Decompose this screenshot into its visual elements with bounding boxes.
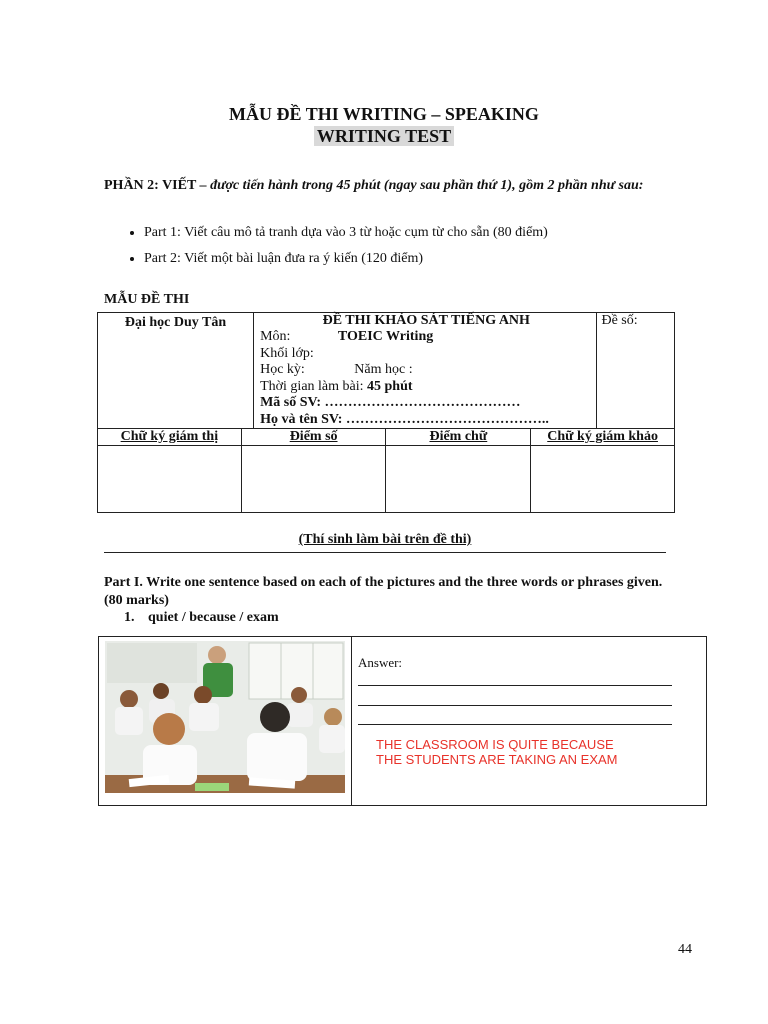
examiner-signature-header: Chữ ký giám khảo xyxy=(531,429,675,446)
answer-label: Answer: xyxy=(358,655,403,670)
subject-label: Môn: xyxy=(260,329,291,344)
proctor-signature-header: Chữ ký giám thị xyxy=(98,429,242,446)
university-cell xyxy=(98,313,254,429)
score-words-cell[interactable] xyxy=(386,446,531,513)
handwritten-answer xyxy=(376,737,618,767)
page-number: 44 xyxy=(678,942,692,957)
semester-line xyxy=(260,362,592,379)
list-item: • Part 1: Viết câu mô tả tranh dựa vào 3 từ hoặc cụm từ cho sẵn (80 điểm) xyxy=(144,220,704,246)
list-item: • Part 2: Viết một bài luận đưa ra ý kiến (120 điểm) xyxy=(144,246,704,272)
grading-table xyxy=(97,428,675,513)
classroom-photo xyxy=(99,637,352,805)
part2-lead: PHẦN 2: VIẾT – xyxy=(104,178,207,193)
part2-bullets xyxy=(104,220,704,272)
score-number-header: Điểm số xyxy=(241,429,386,446)
score-words-header: Điểm chữ xyxy=(386,429,531,446)
part2-desc: được tiến hành trong 45 phút (ngay sau phần thứ 1), gồm 2 phần như sau: xyxy=(210,178,644,193)
page-title: MẪU ĐỀ THI WRITING – SPEAKING xyxy=(229,104,539,124)
divider xyxy=(104,552,666,553)
examiner-signature-cell[interactable] xyxy=(531,446,675,513)
exam-number-cell xyxy=(597,313,675,429)
subject-value: TOEIC Writing xyxy=(337,329,434,344)
question-words: quiet / because / exam xyxy=(148,610,279,625)
subject-line xyxy=(260,329,592,346)
exam-header-table xyxy=(97,312,675,429)
score-number-cell[interactable] xyxy=(241,446,386,513)
student-id-field: Mã số SV: …………………………………… xyxy=(260,395,521,410)
grade-label: Khối lớp: xyxy=(260,345,314,361)
candidate-note: (Thí sinh làm bài trên đề thi) xyxy=(298,532,472,547)
answer-box xyxy=(98,636,707,806)
year-label: Năm học : xyxy=(354,362,413,377)
university-name: Đại học Duy Tân xyxy=(124,315,227,330)
answer-text-line-2: THE STUDENTS ARE TAKING AN EXAM xyxy=(376,752,618,767)
time-value: 45 phút xyxy=(367,378,413,394)
subtitle-text: WRITING TEST xyxy=(314,126,454,146)
answer-line[interactable] xyxy=(358,705,672,706)
answer-line[interactable] xyxy=(358,685,672,686)
student-name-field: Họ và tên SV: …………………………………….. xyxy=(260,411,549,427)
page-subtitle xyxy=(0,126,768,147)
question-number: 1. xyxy=(124,610,135,625)
answer-line[interactable] xyxy=(358,724,672,725)
proctor-signature-cell[interactable] xyxy=(98,446,242,513)
answer-text-line-1: THE CLASSROOM IS QUITE BECAUSE xyxy=(376,737,614,752)
question-1 xyxy=(124,610,279,626)
part2-heading xyxy=(104,172,664,200)
sample-heading: MẪU ĐỀ THI xyxy=(104,292,190,307)
exam-number-label: Đề số: xyxy=(601,313,638,328)
time-line xyxy=(260,379,592,396)
part1-instruction: Part I. Write one sentence based on each of the pictures and the three words or phrases given. (80 marks) xyxy=(104,575,663,608)
time-label: Thời gian làm bài: xyxy=(260,378,364,394)
exam-info-cell xyxy=(254,313,597,429)
exam-title: ĐỀ THI KHẢO SÁT TIẾNG ANH xyxy=(322,313,530,328)
semester-label: Học kỳ: xyxy=(260,362,305,377)
